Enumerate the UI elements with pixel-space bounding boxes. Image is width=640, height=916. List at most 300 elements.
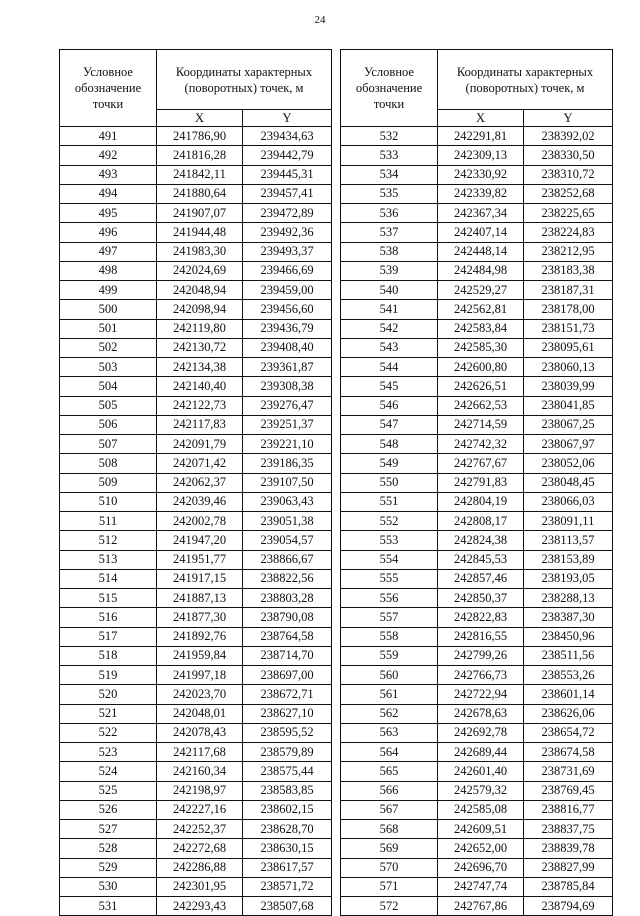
x-coordinate: 242850,37 <box>438 589 524 608</box>
point-number: 522 <box>60 723 157 742</box>
y-coordinate: 238601,14 <box>524 685 613 704</box>
y-coordinate: 239436,79 <box>243 319 332 338</box>
point-number: 566 <box>341 781 438 800</box>
point-number: 513 <box>60 550 157 569</box>
y-coordinate: 238511,56 <box>524 646 613 665</box>
y-coordinate: 238731,69 <box>524 762 613 781</box>
table-row <box>341 281 613 300</box>
x-coordinate: 242857,46 <box>438 569 524 588</box>
point-number: 541 <box>341 300 438 319</box>
point-number: 532 <box>341 127 438 146</box>
point-number: 493 <box>60 165 157 184</box>
table-row <box>60 454 332 473</box>
page-number: 24 <box>314 14 326 26</box>
point-number: 504 <box>60 377 157 396</box>
table-row <box>341 627 613 646</box>
x-coordinate: 242117,83 <box>157 415 243 434</box>
y-coordinate: 238113,57 <box>524 531 613 550</box>
point-number: 515 <box>60 589 157 608</box>
x-coordinate: 242529,27 <box>438 281 524 300</box>
table-row <box>60 550 332 569</box>
x-coordinate: 242330,92 <box>438 165 524 184</box>
y-coordinate: 238052,06 <box>524 454 613 473</box>
y-coordinate: 238803,28 <box>243 589 332 608</box>
table-row <box>60 646 332 665</box>
y-coordinate: 239186,35 <box>243 454 332 473</box>
table-row <box>341 877 613 896</box>
table-row <box>60 435 332 454</box>
y-coordinate: 238595,52 <box>243 723 332 742</box>
table-row <box>60 319 332 338</box>
point-header: Условное обозначение точки <box>60 50 157 127</box>
point-number: 528 <box>60 839 157 858</box>
table-row <box>341 415 613 434</box>
x-coordinate: 242140,40 <box>157 377 243 396</box>
y-coordinate: 238626,06 <box>524 704 613 723</box>
table-row <box>60 858 332 877</box>
y-coordinate: 239442,79 <box>243 146 332 165</box>
table-row <box>60 415 332 434</box>
y-coordinate: 238617,57 <box>243 858 332 877</box>
x-coordinate: 241816,28 <box>157 146 243 165</box>
x-coordinate: 242799,26 <box>438 646 524 665</box>
table-row <box>341 589 613 608</box>
y-coordinate: 238387,30 <box>524 608 613 627</box>
table-row <box>60 723 332 742</box>
y-coordinate: 238178,00 <box>524 300 613 319</box>
point-number: 550 <box>341 473 438 492</box>
y-coordinate: 238583,85 <box>243 781 332 800</box>
x-coordinate: 242484,98 <box>438 261 524 280</box>
y-coordinate: 238041,85 <box>524 396 613 415</box>
point-number: 529 <box>60 858 157 877</box>
table-row <box>341 435 613 454</box>
point-header: Условное обозначение точки <box>341 50 438 127</box>
y-coordinate: 238060,13 <box>524 358 613 377</box>
y-coordinate: 238816,77 <box>524 800 613 819</box>
point-number: 525 <box>60 781 157 800</box>
point-number: 562 <box>341 704 438 723</box>
x-header: X <box>438 110 524 127</box>
y-coordinate: 238602,15 <box>243 800 332 819</box>
x-coordinate: 242091,79 <box>157 435 243 454</box>
table-row <box>60 184 332 203</box>
table-row <box>341 223 613 242</box>
point-number: 533 <box>341 146 438 165</box>
table-row <box>60 281 332 300</box>
y-coordinate: 238153,89 <box>524 550 613 569</box>
table-row <box>60 146 332 165</box>
y-coordinate: 238579,89 <box>243 743 332 762</box>
point-number: 496 <box>60 223 157 242</box>
x-coordinate: 241786,90 <box>157 127 243 146</box>
table-row <box>60 396 332 415</box>
point-number: 519 <box>60 666 157 685</box>
y-coordinate: 239107,50 <box>243 473 332 492</box>
table-row <box>341 300 613 319</box>
x-coordinate: 242816,55 <box>438 627 524 646</box>
x-coordinate: 241947,20 <box>157 531 243 550</box>
point-number: 501 <box>60 319 157 338</box>
x-coordinate: 242122,73 <box>157 396 243 415</box>
point-number: 523 <box>60 743 157 762</box>
x-coordinate: 242339,82 <box>438 184 524 203</box>
y-coordinate: 238151,73 <box>524 319 613 338</box>
table-row <box>60 762 332 781</box>
y-coordinate: 238839,78 <box>524 839 613 858</box>
y-coordinate: 238039,99 <box>524 377 613 396</box>
y-coordinate: 238095,61 <box>524 338 613 357</box>
x-coordinate: 242822,83 <box>438 608 524 627</box>
y-header: Y <box>524 110 613 127</box>
table-row <box>60 704 332 723</box>
y-coordinate: 239063,43 <box>243 492 332 511</box>
table-row <box>60 531 332 550</box>
point-number: 564 <box>341 743 438 762</box>
table-row <box>341 261 613 280</box>
point-number: 507 <box>60 435 157 454</box>
table-row <box>60 165 332 184</box>
x-coordinate: 242609,51 <box>438 820 524 839</box>
y-coordinate: 238067,25 <box>524 415 613 434</box>
table-row <box>60 666 332 685</box>
y-coordinate: 238288,13 <box>524 589 613 608</box>
y-coordinate: 239276,47 <box>243 396 332 415</box>
y-coordinate: 239251,37 <box>243 415 332 434</box>
x-coordinate: 242696,70 <box>438 858 524 877</box>
x-coordinate: 241892,76 <box>157 627 243 646</box>
table-row <box>341 184 613 203</box>
point-number: 547 <box>341 415 438 434</box>
x-coordinate: 242407,14 <box>438 223 524 242</box>
x-coordinate: 242714,59 <box>438 415 524 434</box>
x-coordinate: 241951,77 <box>157 550 243 569</box>
x-coordinate: 242160,34 <box>157 762 243 781</box>
table-row <box>60 877 332 896</box>
x-coordinate: 241944,48 <box>157 223 243 242</box>
coordinates-table-left <box>59 49 332 916</box>
y-coordinate: 238628,70 <box>243 820 332 839</box>
point-number: 524 <box>60 762 157 781</box>
x-coordinate: 242023,70 <box>157 685 243 704</box>
x-coordinate: 242117,68 <box>157 743 243 762</box>
point-number: 498 <box>60 261 157 280</box>
point-number: 534 <box>341 165 438 184</box>
y-coordinate: 238630,15 <box>243 839 332 858</box>
table-row <box>60 743 332 762</box>
x-coordinate: 241917,15 <box>157 569 243 588</box>
y-coordinate: 238193,05 <box>524 569 613 588</box>
y-coordinate: 239456,60 <box>243 300 332 319</box>
point-number: 508 <box>60 454 157 473</box>
point-number: 511 <box>60 512 157 531</box>
table-row <box>60 261 332 280</box>
point-number: 563 <box>341 723 438 742</box>
x-coordinate: 242134,38 <box>157 358 243 377</box>
point-number: 520 <box>60 685 157 704</box>
table-row <box>341 454 613 473</box>
point-number: 571 <box>341 877 438 896</box>
x-coordinate: 242845,53 <box>438 550 524 569</box>
y-coordinate: 239472,89 <box>243 204 332 223</box>
x-coordinate: 242678,63 <box>438 704 524 723</box>
x-coordinate: 242562,81 <box>438 300 524 319</box>
x-coordinate: 242804,19 <box>438 492 524 511</box>
y-coordinate: 238212,95 <box>524 242 613 261</box>
x-coordinate: 242272,68 <box>157 839 243 858</box>
y-coordinate: 238066,03 <box>524 492 613 511</box>
coordinates-table-right <box>340 49 613 916</box>
table-row <box>341 204 613 223</box>
x-coordinate: 242301,95 <box>157 877 243 896</box>
table-row <box>60 127 332 146</box>
y-coordinate: 238310,72 <box>524 165 613 184</box>
y-coordinate: 239221,10 <box>243 435 332 454</box>
x-coordinate: 242579,32 <box>438 781 524 800</box>
point-number: 491 <box>60 127 157 146</box>
y-coordinate: 238330,50 <box>524 146 613 165</box>
x-coordinate: 242039,46 <box>157 492 243 511</box>
x-coordinate: 242766,73 <box>438 666 524 685</box>
x-coordinate: 242824,38 <box>438 531 524 550</box>
table-row <box>60 300 332 319</box>
y-coordinate: 238785,84 <box>524 877 613 896</box>
point-number: 552 <box>341 512 438 531</box>
x-coordinate: 242585,08 <box>438 800 524 819</box>
table-row <box>341 723 613 742</box>
y-coordinate: 238553,26 <box>524 666 613 685</box>
x-coordinate: 242600,80 <box>438 358 524 377</box>
table-row <box>60 589 332 608</box>
table-row <box>341 704 613 723</box>
x-coordinate: 242293,43 <box>157 897 243 916</box>
point-number: 499 <box>60 281 157 300</box>
point-number: 544 <box>341 358 438 377</box>
table-row <box>341 512 613 531</box>
table-row <box>60 569 332 588</box>
point-number: 530 <box>60 877 157 896</box>
point-number: 506 <box>60 415 157 434</box>
y-coordinate: 239493,37 <box>243 242 332 261</box>
point-number: 543 <box>341 338 438 357</box>
y-coordinate: 238714,70 <box>243 646 332 665</box>
table-row <box>60 897 332 916</box>
table-row <box>60 242 332 261</box>
point-number: 549 <box>341 454 438 473</box>
point-number: 546 <box>341 396 438 415</box>
table-row <box>341 338 613 357</box>
table-row <box>341 146 613 165</box>
y-coordinate: 238187,31 <box>524 281 613 300</box>
table-row <box>341 569 613 588</box>
y-coordinate: 238822,56 <box>243 569 332 588</box>
table-row <box>60 800 332 819</box>
y-coordinate: 238769,45 <box>524 781 613 800</box>
point-number: 545 <box>341 377 438 396</box>
x-coordinate: 242078,43 <box>157 723 243 742</box>
table-row <box>341 820 613 839</box>
point-number: 535 <box>341 184 438 203</box>
y-coordinate: 238224,83 <box>524 223 613 242</box>
x-header: X <box>157 110 243 127</box>
x-coordinate: 242626,51 <box>438 377 524 396</box>
x-coordinate: 242024,69 <box>157 261 243 280</box>
table-row <box>341 165 613 184</box>
table-row <box>60 204 332 223</box>
point-number: 537 <box>341 223 438 242</box>
y-coordinate: 238450,96 <box>524 627 613 646</box>
table-row <box>60 338 332 357</box>
point-number: 526 <box>60 800 157 819</box>
y-coordinate: 238225,65 <box>524 204 613 223</box>
table-row <box>341 646 613 665</box>
table-row <box>60 473 332 492</box>
point-number: 527 <box>60 820 157 839</box>
y-coordinate: 238794,69 <box>524 897 613 916</box>
point-number: 492 <box>60 146 157 165</box>
right-table-body <box>341 127 613 916</box>
y-coordinate: 238252,68 <box>524 184 613 203</box>
y-coordinate: 238674,58 <box>524 743 613 762</box>
x-coordinate: 241983,30 <box>157 242 243 261</box>
x-coordinate: 242227,16 <box>157 800 243 819</box>
x-coordinate: 241997,18 <box>157 666 243 685</box>
point-number: 494 <box>60 184 157 203</box>
x-coordinate: 241842,11 <box>157 165 243 184</box>
left-table-body <box>60 127 332 916</box>
point-number: 536 <box>341 204 438 223</box>
x-coordinate: 242585,30 <box>438 338 524 357</box>
point-number: 509 <box>60 473 157 492</box>
table-row <box>341 242 613 261</box>
y-coordinate: 238183,38 <box>524 261 613 280</box>
point-number: 500 <box>60 300 157 319</box>
x-coordinate: 241887,13 <box>157 589 243 608</box>
point-number: 554 <box>341 550 438 569</box>
y-coordinate: 238575,44 <box>243 762 332 781</box>
y-coordinate: 238672,71 <box>243 685 332 704</box>
x-coordinate: 242808,17 <box>438 512 524 531</box>
point-number: 567 <box>341 800 438 819</box>
point-number: 569 <box>341 839 438 858</box>
x-coordinate: 242098,94 <box>157 300 243 319</box>
y-coordinate: 239308,38 <box>243 377 332 396</box>
table-row <box>60 685 332 704</box>
point-number: 560 <box>341 666 438 685</box>
x-coordinate: 242767,86 <box>438 897 524 916</box>
y-coordinate: 238654,72 <box>524 723 613 742</box>
table-row <box>341 608 613 627</box>
table-row <box>341 781 613 800</box>
point-number: 572 <box>341 897 438 916</box>
table-row <box>60 608 332 627</box>
point-number: 556 <box>341 589 438 608</box>
table-row <box>60 358 332 377</box>
x-coordinate: 242130,72 <box>157 338 243 357</box>
table-row <box>341 531 613 550</box>
point-number: 503 <box>60 358 157 377</box>
x-coordinate: 242767,67 <box>438 454 524 473</box>
table-row <box>341 127 613 146</box>
x-coordinate: 241877,30 <box>157 608 243 627</box>
y-coordinate: 238627,10 <box>243 704 332 723</box>
point-number: 551 <box>341 492 438 511</box>
y-header: Y <box>243 110 332 127</box>
point-number: 495 <box>60 204 157 223</box>
point-number: 548 <box>341 435 438 454</box>
point-number: 518 <box>60 646 157 665</box>
x-coordinate: 242119,80 <box>157 319 243 338</box>
x-coordinate: 242071,42 <box>157 454 243 473</box>
table-row <box>60 223 332 242</box>
table-row <box>60 512 332 531</box>
table-row <box>341 839 613 858</box>
x-coordinate: 242689,44 <box>438 743 524 762</box>
x-coordinate: 242048,94 <box>157 281 243 300</box>
table-row <box>341 492 613 511</box>
y-coordinate: 238837,75 <box>524 820 613 839</box>
point-number: 517 <box>60 627 157 646</box>
table-row <box>341 858 613 877</box>
y-coordinate: 239445,31 <box>243 165 332 184</box>
table-row <box>60 839 332 858</box>
table-row <box>341 473 613 492</box>
point-number: 570 <box>341 858 438 877</box>
y-coordinate: 238067,97 <box>524 435 613 454</box>
y-coordinate: 239051,38 <box>243 512 332 531</box>
point-number: 512 <box>60 531 157 550</box>
table-row <box>341 319 613 338</box>
point-number: 514 <box>60 569 157 588</box>
point-number: 568 <box>341 820 438 839</box>
coordinates-header: Координаты характерных (поворотных) точек, м <box>157 50 332 110</box>
point-number: 542 <box>341 319 438 338</box>
table-row <box>60 781 332 800</box>
x-coordinate: 242742,32 <box>438 435 524 454</box>
x-coordinate: 242692,78 <box>438 723 524 742</box>
y-coordinate: 239457,41 <box>243 184 332 203</box>
x-coordinate: 242062,37 <box>157 473 243 492</box>
x-coordinate: 242747,74 <box>438 877 524 896</box>
table-row <box>341 685 613 704</box>
y-coordinate: 239434,63 <box>243 127 332 146</box>
point-number: 538 <box>341 242 438 261</box>
point-number: 510 <box>60 492 157 511</box>
point-number: 531 <box>60 897 157 916</box>
table-row <box>341 396 613 415</box>
x-coordinate: 242652,00 <box>438 839 524 858</box>
x-coordinate: 242448,14 <box>438 242 524 261</box>
y-coordinate: 239408,40 <box>243 338 332 357</box>
table-row <box>341 762 613 781</box>
table-row <box>341 358 613 377</box>
table-row <box>341 897 613 916</box>
y-coordinate: 238697,00 <box>243 666 332 685</box>
table-row <box>341 743 613 762</box>
y-coordinate: 238827,99 <box>524 858 613 877</box>
y-coordinate: 239459,00 <box>243 281 332 300</box>
y-coordinate: 238571,72 <box>243 877 332 896</box>
y-coordinate: 238048,45 <box>524 473 613 492</box>
table-row <box>60 377 332 396</box>
x-coordinate: 241907,07 <box>157 204 243 223</box>
x-coordinate: 242002,78 <box>157 512 243 531</box>
x-coordinate: 242722,94 <box>438 685 524 704</box>
point-number: 540 <box>341 281 438 300</box>
x-coordinate: 241880,64 <box>157 184 243 203</box>
point-number: 502 <box>60 338 157 357</box>
y-coordinate: 238091,11 <box>524 512 613 531</box>
